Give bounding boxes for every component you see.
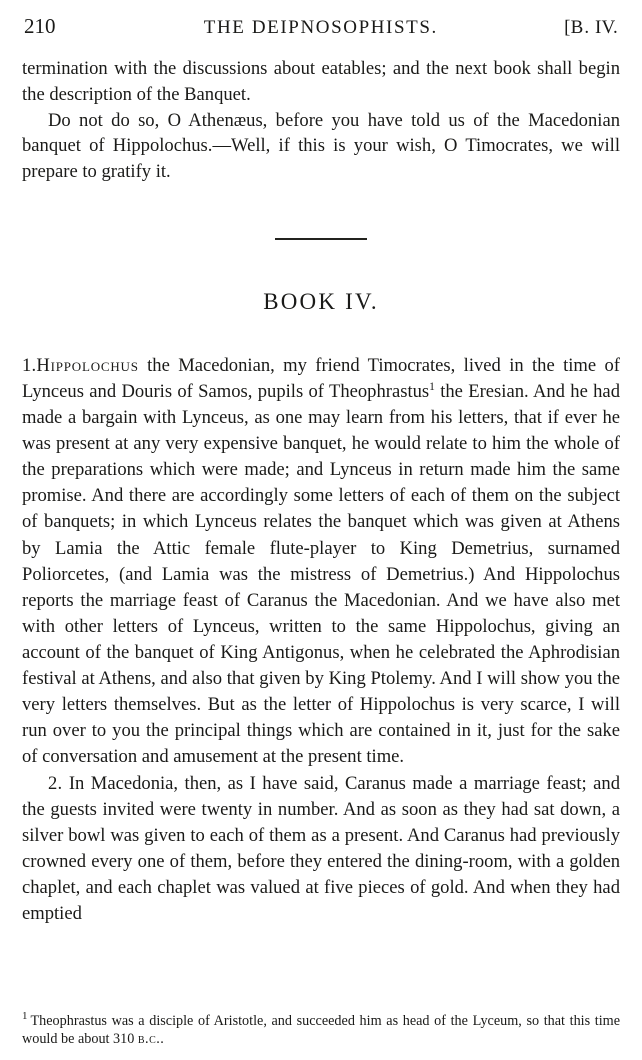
running-head [24,14,618,42]
book-heading: BOOK IV. [263,288,379,314]
signature-number: IV. [590,17,618,38]
section-number-2: 2. [48,772,63,794]
signature-bracket: [ [564,17,571,38]
section-1 [22,353,620,771]
section-1-text-a: the Macedonian, my friend Timocrates, lived in the time of Lynceus and Douris of Samos, pupils of Theophrastus [22,354,620,402]
section-1-text-b: the Eresian. And he had made a bargain with Lynceus, as one may learn from his letters, that if ever he was present at any very expensive banquet, he would relate to him the whole of the preparations which were made; and Lynceus in return made him the same promise. And there are accordingly some letters of each of them on the subject of banquets; in which Lynceus relates the banquet which was given at Athens by Lamia the Attic female flute-player to King Demetrius, surnamed Poliorcetes, (and Lamia was the mistress of Demetrius.) And Hippolochus reports the marriage feast of Caranus the Macedonian. And we have also met with other letters of Lynceus, written to the same Hippolochus, giving an account of the banquet of King Antigonus, when he celebrated the Aphrodisian festival at Athens, and also that given by King Ptolemy. And I will show you the very letters themselves. But as the letter of Hippolochus is very scarce, I will run over to you the principal things which are contained in it, just for the sake of conversation and amusement at the present time. [22,380,620,768]
page-number: 210 [24,14,56,38]
section-number-1: 1. [22,354,37,376]
section-2-text: In Macedonia, then, as I have said, Caranus made a marriage feast; and the guests invited were twenty in number. And as soon as they had sat down, a silver bowl was given to each of them as a present. And Caranus had previously crowned every one of them, before they entered the dining-room, with a golden chaplet, and each chaplet was valued at five pieces of gold. And when they had emptied [22,772,620,925]
footnote-text: Theophrastus was a disciple of Aristotle, and succeeded him as head of the Lyceum, so that this time would be about 310 [22,1012,620,1047]
footnote [22,1009,620,1048]
book-signature [564,17,618,39]
section-2 [22,771,620,928]
footnote-era: b.c. [137,1030,161,1047]
opening-smallcaps: Hippolochus [36,354,139,376]
footnote-text-end: . [160,1030,164,1047]
signature-book: B. [570,17,591,38]
running-title: THE DEIPNOSOPHISTS. [203,17,438,38]
chapter-body [22,353,620,927]
section-divider [22,227,620,245]
paragraph-continuation: termination with the discussions about eatables; and the next book shall begin the description of the Banquet. [22,58,620,105]
footnote-marker: 1 [22,1009,28,1022]
footnote-reference[interactable]: 1 [429,380,435,393]
horizontal-rule-icon [275,238,367,240]
continuation-text [22,56,620,185]
paragraph-dialogue: Do not do so, O Athenæus, before you have told us of the Macedonian banquet of Hippolochus.—Well, if this is your wish, O Timocrates, we will prepare to gratify it. [22,109,620,182]
